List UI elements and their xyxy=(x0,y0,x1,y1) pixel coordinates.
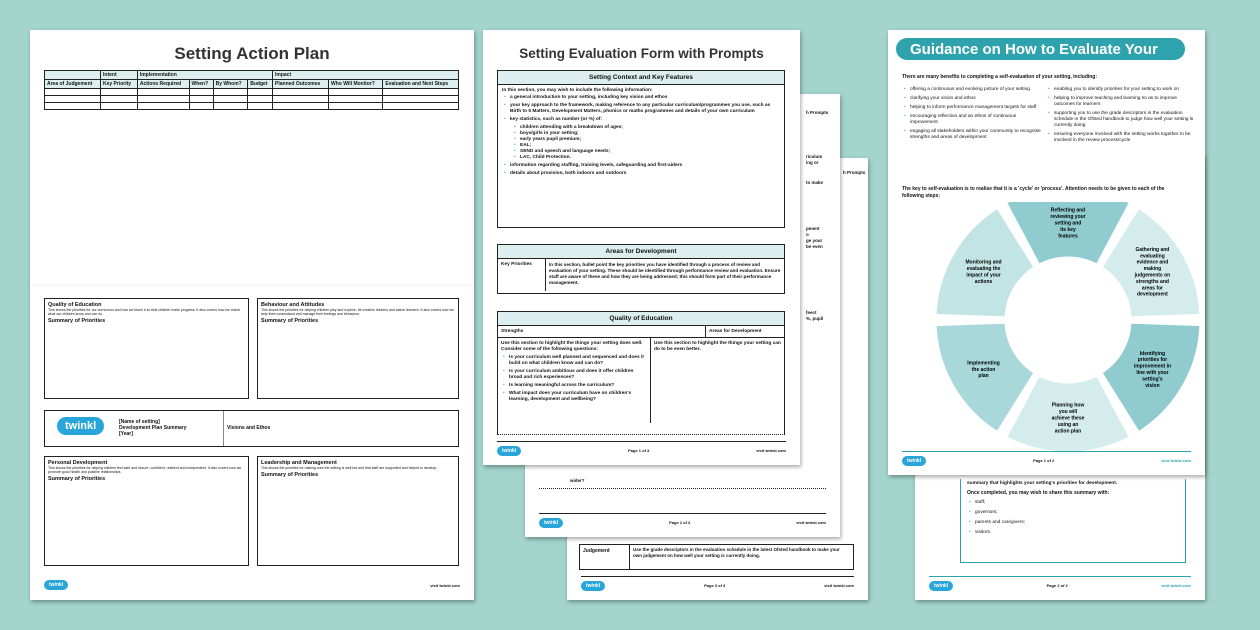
benefit-item: • supporting you to use the grade descriptors in the evaluation schedule in the Ofsted handbook to judge how well your setting is currently doing xyxy=(1046,111,1196,129)
box-sub: Summary of Priorities xyxy=(48,318,106,324)
fragment-text: be even xyxy=(806,244,823,249)
table-cell[interactable] xyxy=(383,89,459,96)
cycle-step-label: Gathering and evaluating evidence and making judgements on strengths and areas for development xyxy=(1134,246,1171,298)
eval-form-page-1 xyxy=(483,30,800,465)
twinkl-logo: twinkl xyxy=(902,456,926,466)
question-item: • Is your curriculum ambitious and does it offer children broad and rich experiences? xyxy=(501,369,647,381)
evaluation-cycle-diagram xyxy=(888,202,1205,462)
page-number: Page 2 of 3 xyxy=(669,520,691,525)
table-cell[interactable] xyxy=(45,96,101,103)
question-list xyxy=(501,355,647,403)
benefit-item: • helping to inform performance management targets for staff xyxy=(902,105,1042,111)
footer-url: visit twinkl.com xyxy=(756,448,786,453)
section-header: Quality of Education xyxy=(498,312,784,326)
areas-section xyxy=(497,244,785,294)
table-cell[interactable] xyxy=(383,103,459,110)
list-item: • details about provision, both indoors and outdoors xyxy=(502,171,780,177)
table-cell[interactable] xyxy=(273,96,329,103)
table-cell[interactable] xyxy=(248,103,273,110)
box-desc: This shows the priorities for making sure the setting is well-led and that staff are supported and helped to develop. xyxy=(261,466,438,470)
cycle-step-label: Monitoring and evaluating the impact of your actions xyxy=(965,259,1002,285)
column-header: Budget xyxy=(248,80,273,89)
page-number: Page 2 of 2 xyxy=(1046,583,1068,588)
benefit-item: • engaging all stakeholders within your community to recognise strengths and areas of development xyxy=(902,129,1042,141)
twinkl-logo: twinkl xyxy=(497,446,521,456)
table-cell[interactable] xyxy=(273,89,329,96)
page-footer xyxy=(44,576,460,594)
footer-url: visit twinkl.com xyxy=(1161,583,1191,588)
cycle-step-label: Implementing the action plan xyxy=(967,360,1000,380)
fragment-text: ge your xyxy=(806,238,823,243)
share-item: • visitors. xyxy=(967,530,1179,536)
cycle-step-label: Planning how you will achieve these using an action plan xyxy=(1051,402,1085,435)
column-header: Areas for Development xyxy=(709,329,762,334)
table-cell[interactable] xyxy=(45,103,101,110)
question-item: • What impact does your curriculum have on children's learning, development and wellbeing? xyxy=(501,391,647,403)
box-title: Behaviour and Attitudes xyxy=(261,302,325,308)
table-cell[interactable] xyxy=(248,89,273,96)
group-header: Intent xyxy=(101,71,138,80)
quality-section xyxy=(497,311,785,435)
sub-list-item: • SEND and speech and language needs; xyxy=(512,149,780,155)
page-footer xyxy=(929,576,1191,594)
page-number: Page 1 of 2 xyxy=(1033,458,1055,463)
section-intro: In this section, you may wish to include the following information: xyxy=(502,88,653,93)
fragment-text: h Prompts xyxy=(806,110,829,115)
table-cell[interactable] xyxy=(329,96,383,103)
benefits-left xyxy=(902,84,1042,144)
table-cell[interactable] xyxy=(189,96,213,103)
table-cell[interactable] xyxy=(213,96,248,103)
column-header: Evaluation and Next Steps xyxy=(383,80,459,89)
fragment-text: feect xyxy=(806,310,817,315)
context-section xyxy=(497,70,785,228)
summary-box xyxy=(960,479,1186,563)
list-item: • key statistics, such as number (or %) of: xyxy=(502,117,780,123)
page-footer xyxy=(581,576,854,594)
section-header: Setting Context and Key Features xyxy=(498,71,784,85)
benefit-item: • clarifying your vision and ethos xyxy=(902,96,1042,102)
key-priorities-text: In this section, bullet point the key priorities you have identified through a process of review and evaluation of your setting. These should be identified through performance review and evaluation. Ensure staff are aware of these and how they are being addressed; this should form part of their performance management. xyxy=(549,262,781,285)
table-cell[interactable] xyxy=(137,96,189,103)
action-plan-table xyxy=(44,70,459,110)
fragment-text: ing or xyxy=(806,160,819,165)
sub-list-item: • children attending with a breakdown of ages; xyxy=(512,125,780,131)
footer-url xyxy=(824,583,854,588)
twinkl-logo: twinkl xyxy=(539,518,563,528)
action-plan-page xyxy=(30,30,474,286)
key-text: The key to self-evaluation is to realise that it is a 'cycle' or 'process'. Attention needs to be given to each of the following steps: xyxy=(902,186,1165,199)
fragment-text: riculum xyxy=(806,154,823,159)
column-header: By Whom? xyxy=(213,80,248,89)
column-header: Who Will Monitor? xyxy=(329,80,383,89)
share-item: • staff; xyxy=(967,500,1179,506)
cycle-step-label: Reflecting and reviewing your setting and its key features xyxy=(1050,207,1086,240)
question-item: • Is learning meaningful across the curriculum? xyxy=(501,383,647,389)
name-line: [Year] xyxy=(119,431,133,437)
column-header: Planned Outcomes xyxy=(273,80,329,89)
cycle-step-label: Identifying priorities for improvement in line with your setting's vision xyxy=(1133,350,1172,389)
benefits-right xyxy=(1046,84,1196,147)
box-desc: This shows the priorities for helping children feel safe and secure, confident, resilient and independent. It also covers how we promote good health and positive relationships. xyxy=(48,466,242,474)
fragment-text: o xyxy=(806,232,809,237)
table-cell[interactable] xyxy=(101,103,138,110)
group-header: Implementation xyxy=(137,71,272,80)
share-item: • governors; xyxy=(967,510,1179,516)
leadership-box xyxy=(257,456,459,566)
sub-list-item: • EAL; xyxy=(512,143,780,149)
twinkl-logo: twinkl xyxy=(929,581,953,591)
list-item: • your key approach to the framework, making reference to any particular curriculum/programmes you use, such as Birth to 5 Matters, Development Matters, phonics or maths programmes and details of your own curriculum xyxy=(502,103,780,115)
key-priorities-label: Key Priorities xyxy=(498,259,546,291)
twinkl-logo: twinkl xyxy=(581,581,605,591)
table-cell[interactable] xyxy=(137,103,189,110)
table-cell[interactable] xyxy=(213,89,248,96)
box-desc: This shows the priorities for helping children play and explore, be creative thinkers and active learners. It also covers how we help them understand and manage their feelings and behaviour. xyxy=(261,308,454,316)
table-cell[interactable] xyxy=(383,96,459,103)
page-footer xyxy=(902,451,1191,469)
vision-label: Visions and Ethos xyxy=(227,425,271,431)
fragment-text: %, pupil xyxy=(806,316,824,321)
header-strip xyxy=(44,410,459,447)
sub-list-item: • boys/girls in your setting; xyxy=(512,131,780,137)
page-number: Page 1 of 3 xyxy=(628,448,650,453)
question-item: • Is your curriculum well planned and sequenced and does it build on what children know and can do? xyxy=(501,355,647,367)
behaviour-box xyxy=(257,298,459,399)
section-header: Areas for Development xyxy=(498,245,784,259)
table-cell[interactable] xyxy=(189,89,213,96)
table-cell[interactable] xyxy=(45,89,101,96)
footer-url: visit twinkl.com xyxy=(796,520,826,525)
context-list xyxy=(502,95,780,177)
list-item: • a general introduction to your setting, including key vision and ethos xyxy=(502,95,780,101)
judgement-row xyxy=(579,544,854,570)
page-footer xyxy=(539,513,826,531)
page-title: Guidance on How to Evaluate Your Setting xyxy=(896,38,1185,60)
url-text: visit twinkl.com xyxy=(824,583,854,588)
sub-list-item: • LAC, Child Protection. xyxy=(512,155,780,161)
box-sub: Summary of Priorities xyxy=(261,472,319,478)
lead-text: summary that highlights your setting's priorities for development. xyxy=(967,481,1118,486)
box-title: Personal Development xyxy=(48,460,108,466)
column-header: Actions Required xyxy=(137,80,189,89)
fragment-text: wider? xyxy=(570,478,585,483)
table-cell[interactable] xyxy=(189,103,213,110)
column-header: When? xyxy=(189,80,213,89)
setting-name xyxy=(119,419,187,437)
column-header: Key Priority xyxy=(101,80,138,89)
benefit-item: • ensuring everyone involved with the setting works together to be involved in the review process/cycle xyxy=(1046,132,1196,144)
benefit-item: • offering a continuous and evolving picture of your setting xyxy=(902,87,1042,93)
table-row xyxy=(45,89,459,96)
column-header: Area of Judgement xyxy=(45,80,101,89)
name-line: Development Plan Summary xyxy=(119,425,187,431)
table-cell[interactable] xyxy=(101,96,138,103)
table-row xyxy=(45,96,459,103)
list-item: • information regarding staffing, training levels, safeguarding and first-aiders xyxy=(502,163,780,169)
share-intro: Once completed, you may wish to share this summary with: xyxy=(967,490,1110,496)
table-cell[interactable] xyxy=(213,103,248,110)
table-row xyxy=(45,103,459,110)
areas-text: Use this section to highlight the things your setting can do to be even better. xyxy=(654,341,781,352)
column-header: Strengths xyxy=(498,326,706,337)
page-title: Setting Evaluation Form with Prompts xyxy=(519,46,764,61)
guidance-page-1 xyxy=(888,30,1205,475)
quality-box xyxy=(44,298,249,399)
share-list xyxy=(967,500,1179,536)
judgement-label: Judgement xyxy=(580,545,630,569)
benefit-item: • helping to improve teaching and learning so as to improve outcomes for learners xyxy=(1046,96,1196,108)
footer-url: visit twinkl.com xyxy=(1161,458,1191,463)
name-line: [Name of setting] xyxy=(119,419,160,425)
table-cell[interactable] xyxy=(137,89,189,96)
sub-list-item: • early years pupil premium; xyxy=(512,137,780,143)
page-footer xyxy=(497,441,786,459)
benefit-item: • encouraging reflection and an ethos of continuous improvement xyxy=(902,114,1042,126)
box-desc: This shows the priorities for our curriculum and how we teach it so that children make progress. It also covers how we check what our children know and can do. xyxy=(48,308,240,316)
box-title: Leadership and Management xyxy=(261,460,337,466)
intro-text: There are many benefits to completing a self-evaluation of your setting, including: xyxy=(902,74,1098,80)
group-header xyxy=(45,71,101,80)
page-title: Setting Action Plan xyxy=(174,44,330,63)
box-title: Quality of Education xyxy=(48,302,102,308)
table-cell[interactable] xyxy=(273,103,329,110)
page-number: Page 3 of 3 xyxy=(704,583,726,588)
personal-box xyxy=(44,456,249,566)
table-cell[interactable] xyxy=(329,89,383,96)
development-plan-summary-page xyxy=(30,286,474,600)
fragment-text: pment xyxy=(806,226,820,231)
fragment-text: h Prompts xyxy=(843,170,866,175)
table-cell[interactable] xyxy=(248,96,273,103)
box-sub: Summary of Priorities xyxy=(261,318,319,324)
footer-url: visit twinkl.com xyxy=(430,582,460,588)
table-cell[interactable] xyxy=(329,103,383,110)
table-cell[interactable] xyxy=(101,89,138,96)
group-header: Impact xyxy=(273,71,459,80)
strengths-intro: Use this section to highlight the things your setting does well. Consider some of the following questions: xyxy=(501,341,643,352)
twinkl-logo: twinkl xyxy=(57,417,104,435)
judgement-text: Use the grade descriptors in the evaluation schedule in the latest Ofsted handbook to make your own judgement on how well your setting is currently doing. xyxy=(633,547,840,558)
box-sub: Summary of Priorities xyxy=(48,476,106,482)
share-item: • parents and caregivers; xyxy=(967,520,1179,526)
twinkl-logo: twinkl xyxy=(44,580,68,590)
benefit-item: • enabling you to identify priorities for your setting to work on xyxy=(1046,87,1196,93)
fragment-text: to make xyxy=(806,180,824,185)
